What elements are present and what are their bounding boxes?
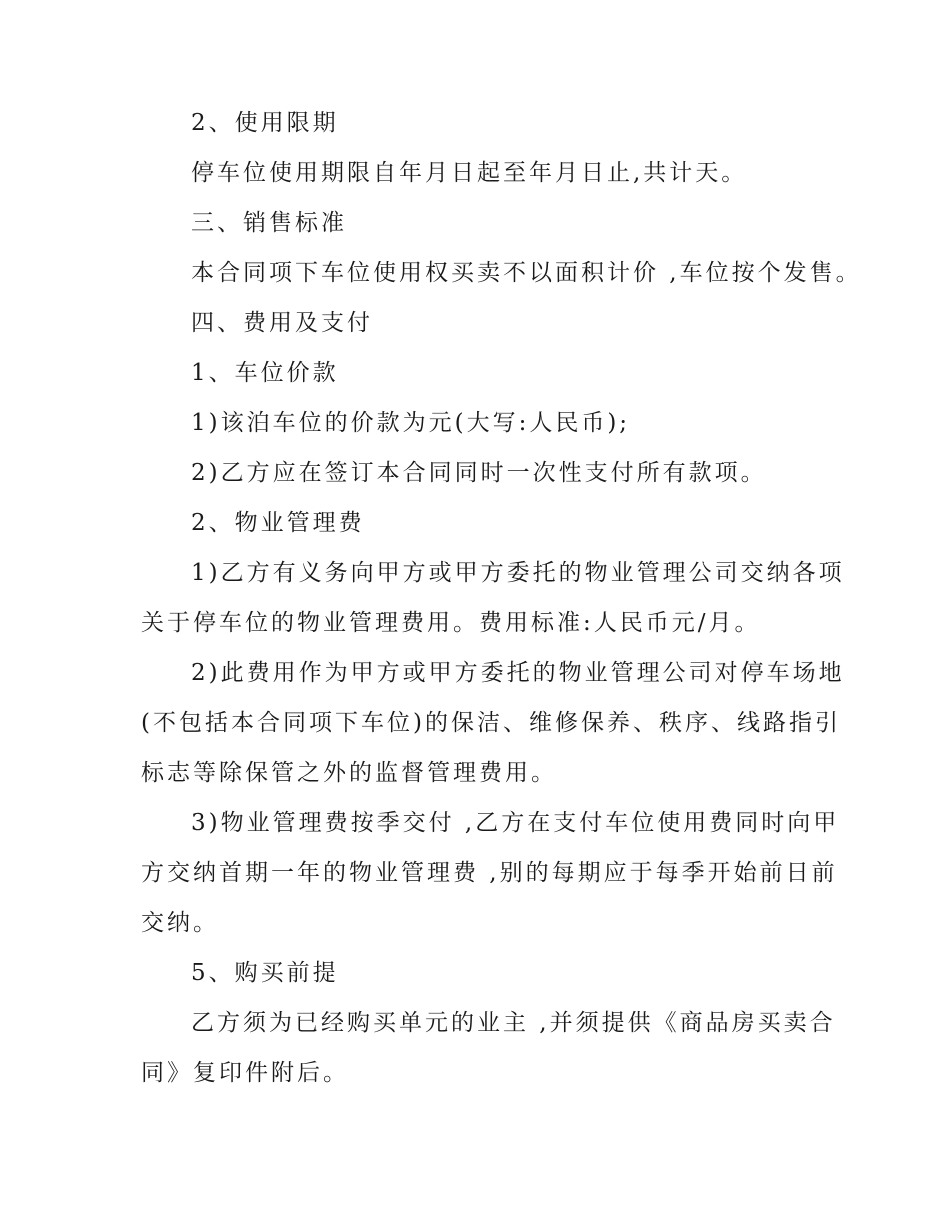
paragraph-quarterly-payment-line3: 交纳。 (141, 910, 219, 936)
paragraph-fee-obligation-line1: 1)乙方有义务向甲方或甲方委托的物业管理公司交纳各项 (191, 560, 845, 586)
section-heading-fees: 四、费用及支付 (191, 310, 373, 336)
paragraph-price-amount: 1)该泊车位的价款为元(大写:人民币); (191, 410, 631, 436)
subheading-parking-price: 1、车位价款 (191, 360, 339, 386)
subheading-purchase-precondition: 5、购买前提 (191, 960, 339, 986)
paragraph-quarterly-payment-line2: 方交纳首期一年的物业管理费 ,别的每期应于每季开始前日前 (141, 860, 838, 886)
paragraph-one-time-payment: 2)乙方应在签订本合同同时一次性支付所有款项。 (191, 460, 767, 486)
paragraph-precondition-line1: 乙方须为已经购买单元的业主 ,并须提供《商品房买卖合 (191, 1010, 836, 1036)
paragraph-precondition-line2: 同》复印件附后。 (141, 1060, 349, 1086)
paragraph-fee-scope-line2: (不包括本合同项下车位)的保洁、维修保养、秩序、线路指引 (141, 710, 841, 736)
paragraph-fee-scope-line1: 2)此费用作为甲方或甲方委托的物业管理公司对停车场地 (191, 660, 845, 686)
paragraph-usage-period: 停车位使用期限自年月日起至年月日止,共计天。 (191, 160, 748, 186)
paragraph-sales-standard: 本合同项下车位使用权买卖不以面积计价 ,车位按个发售。 (191, 260, 862, 286)
section-heading-sales-standard: 三、销售标准 (191, 210, 347, 236)
paragraph-fee-obligation-line2: 关于停车位的物业管理费用。费用标准:人民币元/月。 (141, 610, 761, 636)
paragraph-fee-scope-line3: 标志等除保管之外的监督管理费用。 (141, 760, 557, 786)
paragraph-quarterly-payment-line1: 3)物业管理费按季交付 ,乙方在支付车位使用费同时向甲 (191, 810, 840, 836)
section-heading-usage-period: 2、使用限期 (191, 110, 339, 136)
subheading-property-fee: 2、物业管理费 (191, 510, 365, 536)
